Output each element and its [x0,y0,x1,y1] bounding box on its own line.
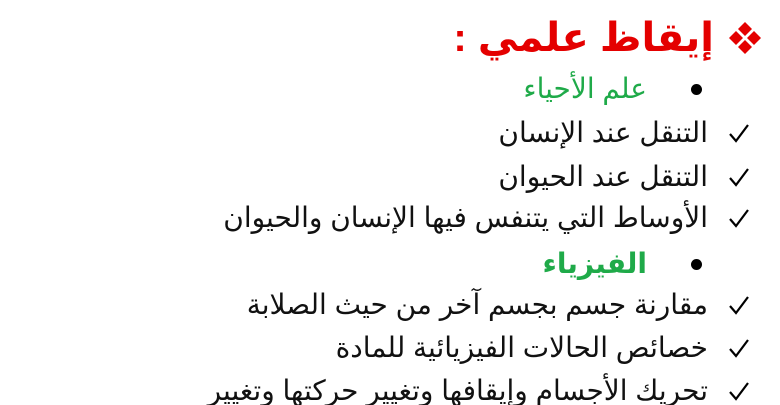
list-item-text: الأوساط التي يتنفس فيها الإنسان والحيوان [223,202,708,233]
list-item [223,198,752,238]
checkmark-icon [726,335,752,361]
checkmark-icon [726,378,752,404]
four-diamonds-icon [728,21,762,55]
section-label: الفيزياء [542,248,647,279]
slide-title-row [453,14,714,62]
list-item [247,285,752,325]
list-item-text: تحريك الأجسام وإيقافها وتغيير حركتها وتغيير [207,375,708,405]
section-header-physics [543,243,648,285]
list-item [498,157,752,197]
checkmark-icon [726,120,752,146]
list-item [336,328,752,368]
section-header-biology [523,68,648,110]
checkmark-icon [726,205,752,231]
list-item-text: التنقل عند الحيوان [498,161,708,192]
bullet-dot-icon [691,84,702,95]
checkmark-icon [726,164,752,190]
section-label: علم الأحياء [523,73,647,104]
list-item-text: خصائص الحالات الفيزيائية للمادة [335,332,708,363]
list-item-text: التنقل عند الإنسان [498,117,708,148]
slide-title: إيقاظ علمي : [453,16,714,60]
bullet-dot-icon [691,259,702,270]
list-item-text: مقارنة جسم بجسم آخر من حيث الصلابة [246,289,708,320]
list-item [498,113,752,153]
list-item [208,371,752,405]
checkmark-icon [726,292,752,318]
